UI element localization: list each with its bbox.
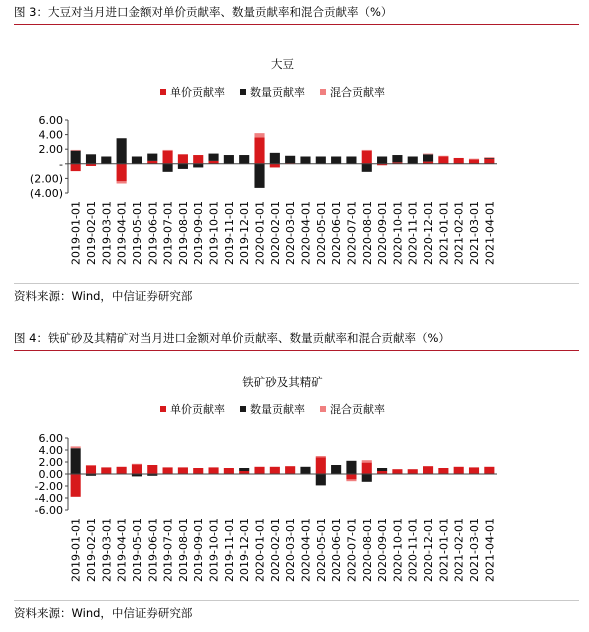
bar-segment (423, 154, 433, 161)
legend-swatch (320, 89, 326, 95)
bar-segment (86, 154, 96, 163)
soybean-chart (0, 48, 589, 276)
bar-segment (132, 464, 142, 474)
y-tick-label: (4.00) (29, 187, 63, 200)
x-tick-label: 2019-03-01 (100, 201, 114, 265)
iron-ore-chart (0, 370, 589, 592)
bar-segment (163, 151, 173, 164)
x-tick-label: 2021-04-01 (483, 201, 497, 265)
x-tick-label: 2021-01-01 (437, 518, 451, 582)
legend-swatch (240, 406, 246, 412)
x-tick-label: 2020-07-01 (345, 518, 359, 582)
bar-segment (316, 474, 326, 485)
bar-segment (254, 133, 264, 137)
x-tick-label: 2019-12-01 (238, 200, 252, 265)
legend-swatch (160, 406, 166, 412)
bar-segment (377, 468, 387, 471)
x-tick-label: 2019-06-01 (146, 201, 160, 265)
bar-segment (362, 164, 372, 172)
x-tick-label: 2019-07-01 (161, 518, 175, 582)
x-tick-label: 2020-04-01 (299, 201, 313, 265)
bar-segment (178, 164, 188, 169)
bar-segment (362, 151, 372, 164)
bar-segment (362, 150, 372, 151)
bar-segment (71, 164, 81, 171)
bar-segment (454, 158, 464, 164)
source-note: 资料来源：Wind，中信证券研究部 (14, 289, 193, 303)
x-tick-label: 2019-08-01 (176, 201, 190, 265)
x-tick-label: 2020-12-01 (422, 518, 436, 582)
bar-segment (71, 448, 81, 474)
bar-segment (117, 164, 127, 182)
bar-segment (469, 467, 479, 474)
bar-segment (209, 154, 219, 161)
bar-segment (300, 157, 310, 164)
y-tick-label: 6.00 (38, 432, 63, 445)
source-rule (14, 600, 579, 601)
chart-title: 铁矿砂及其精矿 (242, 375, 323, 389)
x-tick-label: 2021-03-01 (468, 518, 482, 582)
x-tick-label: 2020-02-01 (268, 518, 282, 582)
x-tick-label: 2019-04-01 (115, 518, 129, 582)
bar-segment (224, 468, 234, 474)
legend-label: 单价贡献率 (170, 86, 225, 99)
x-tick-label: 2020-06-01 (330, 518, 344, 582)
x-tick-label: 2020-09-01 (376, 518, 390, 582)
bar-segment (346, 157, 356, 164)
bar-segment (346, 479, 356, 481)
x-tick-label: 2019-10-01 (207, 201, 221, 265)
bar-segment (163, 164, 173, 172)
x-tick-label: 2020-05-01 (314, 518, 328, 582)
y-tick-label: -6.00 (34, 504, 63, 517)
legend-label: 混合贡献率 (330, 86, 385, 99)
x-tick-label: 2020-05-01 (314, 201, 328, 265)
x-tick-label: 2020-03-01 (284, 518, 298, 582)
bar-segment (147, 465, 157, 474)
bar-segment (193, 155, 203, 164)
bar-segment (392, 155, 402, 162)
x-tick-label: 2019-09-01 (192, 201, 206, 265)
bar-segment (254, 467, 264, 474)
x-tick-label: 2019-01-01 (69, 518, 83, 582)
legend-label: 混合贡献率 (330, 403, 385, 416)
bar-segment (71, 150, 81, 151)
figure-caption: 图 3：大豆对当月进口金额对单价贡献率、数量贡献率和混合贡献率（%） (14, 5, 393, 19)
x-tick-label: 2021-03-01 (468, 200, 482, 265)
x-tick-label: 2019-09-01 (192, 518, 206, 582)
legend-label: 单价贡献率 (170, 403, 225, 416)
bar-segment (101, 157, 111, 164)
bar-segment (239, 468, 249, 471)
source-note: 资料来源：Wind，中信证券研究部 (14, 606, 193, 620)
bar-segment (71, 474, 81, 497)
x-tick-label: 2020-11-01 (406, 518, 420, 582)
bar-segment (71, 446, 81, 448)
bar-segment (484, 158, 494, 159)
x-tick-label: 2020-06-01 (330, 201, 344, 265)
legend-label: 数量贡献率 (250, 403, 305, 416)
x-tick-label: 2020-07-01 (345, 201, 359, 265)
bar-segment (469, 159, 479, 160)
bar-segment (270, 467, 280, 474)
x-tick-label: 2021-01-01 (437, 201, 451, 265)
bar-segment (101, 467, 111, 474)
x-tick-label: 2019-05-01 (130, 201, 144, 265)
bar-segment (147, 154, 157, 161)
bar-segment (86, 466, 96, 474)
bar-segment (117, 138, 127, 164)
x-tick-label: 2019-08-01 (176, 518, 190, 582)
bar-segment (362, 474, 372, 482)
x-tick-label: 2020-01-01 (253, 518, 267, 582)
x-tick-label: 2020-12-01 (422, 201, 436, 265)
y-tick-label: -4.00 (34, 492, 63, 505)
bar-segment (392, 469, 402, 474)
x-tick-label: 2019-02-01 (84, 201, 98, 265)
bar-segment (224, 155, 234, 164)
bar-segment (346, 474, 356, 479)
bar-segment (254, 164, 264, 188)
bar-segment (316, 457, 326, 474)
bar-segment (316, 456, 326, 457)
bar-segment (423, 154, 433, 155)
bar-segment (270, 153, 280, 164)
x-tick-label: 2020-02-01 (268, 201, 282, 265)
bar-segment (484, 467, 494, 474)
x-tick-label: 2021-02-01 (452, 200, 466, 265)
legend-label: 数量贡献率 (250, 86, 305, 99)
x-tick-label: 2019-04-01 (115, 201, 129, 265)
x-tick-label: 2019-05-01 (130, 518, 144, 582)
bar-segment (454, 467, 464, 474)
x-tick-label: 2019-03-01 (100, 518, 114, 582)
bar-segment (408, 469, 418, 474)
bar-segment (132, 464, 142, 465)
bar-segment (438, 157, 448, 164)
y-tick-label: 4.00 (38, 444, 63, 457)
source-rule (14, 283, 579, 284)
x-tick-label: 2019-11-01 (222, 201, 236, 265)
y-tick-label: (2.00) (29, 172, 63, 186)
bar-segment (438, 468, 448, 474)
bar-segment (270, 164, 280, 168)
bar-segment (117, 467, 127, 474)
y-tick-label: 0.00 (38, 468, 63, 481)
chart-title: 大豆 (271, 57, 294, 71)
y-tick-label: 2.00 (38, 456, 63, 469)
bar-segment (362, 460, 372, 462)
y-tick-label: 2.00 (38, 143, 63, 157)
x-tick-label: 2019-10-01 (207, 518, 221, 582)
x-tick-label: 2019-06-01 (146, 518, 160, 582)
y-tick-label: 6.00 (38, 114, 63, 127)
bar-segment (254, 138, 264, 164)
y-tick-label: - (59, 157, 63, 171)
bar-segment (484, 157, 494, 158)
bar-segment (178, 467, 188, 474)
x-tick-label: 2021-04-01 (483, 518, 497, 582)
x-tick-label: 2019-11-01 (222, 518, 236, 582)
bar-segment (209, 467, 219, 474)
bar-segment (346, 461, 356, 474)
x-tick-label: 2020-08-01 (360, 201, 374, 265)
x-tick-label: 2020-11-01 (406, 201, 420, 265)
bar-segment (285, 156, 295, 163)
bar-segment (178, 154, 188, 163)
x-tick-label: 2020-09-01 (376, 201, 390, 265)
legend-swatch (320, 406, 326, 412)
bar-segment (193, 468, 203, 474)
x-tick-label: 2019-02-01 (84, 518, 98, 582)
legend-swatch (240, 89, 246, 95)
x-tick-label: 2020-08-01 (360, 518, 374, 582)
bar-segment (163, 467, 173, 474)
bar-segment (408, 157, 418, 164)
x-tick-label: 2020-04-01 (299, 518, 313, 582)
bar-segment (469, 159, 479, 163)
bar-segment (484, 159, 494, 164)
bar-segment (163, 150, 173, 151)
bar-segment (438, 156, 448, 157)
bar-segment (132, 157, 142, 164)
bar-segment (86, 465, 96, 466)
bar-segment (239, 155, 249, 164)
y-tick-label: 4.00 (38, 128, 63, 142)
x-tick-label: 2019-07-01 (161, 201, 175, 265)
caption-rule (14, 24, 579, 25)
bar-segment (331, 465, 341, 474)
x-tick-label: 2021-02-01 (452, 518, 466, 582)
bar-segment (117, 181, 127, 183)
bar-segment (362, 463, 372, 474)
caption-rule (14, 350, 579, 351)
figure-caption: 图 4：铁矿砂及其精矿对当月进口金额对单价贡献率、数量贡献率和混合贡献率（%） (14, 331, 450, 345)
bar-segment (193, 164, 203, 168)
bar-segment (331, 157, 341, 164)
bar-segment (300, 467, 310, 474)
bar-segment (285, 466, 295, 474)
x-tick-label: 2020-10-01 (391, 518, 405, 582)
y-tick-label: -2.00 (34, 480, 63, 493)
bar-segment (71, 151, 81, 164)
x-tick-label: 2020-03-01 (284, 201, 298, 265)
legend-swatch (160, 89, 166, 95)
x-tick-label: 2020-01-01 (253, 201, 267, 265)
bar-segment (423, 466, 433, 474)
x-tick-label: 2019-12-01 (238, 518, 252, 582)
x-tick-label: 2020-10-01 (391, 201, 405, 265)
bar-segment (316, 157, 326, 164)
x-tick-label: 2019-01-01 (69, 201, 83, 265)
bar-segment (377, 157, 387, 164)
